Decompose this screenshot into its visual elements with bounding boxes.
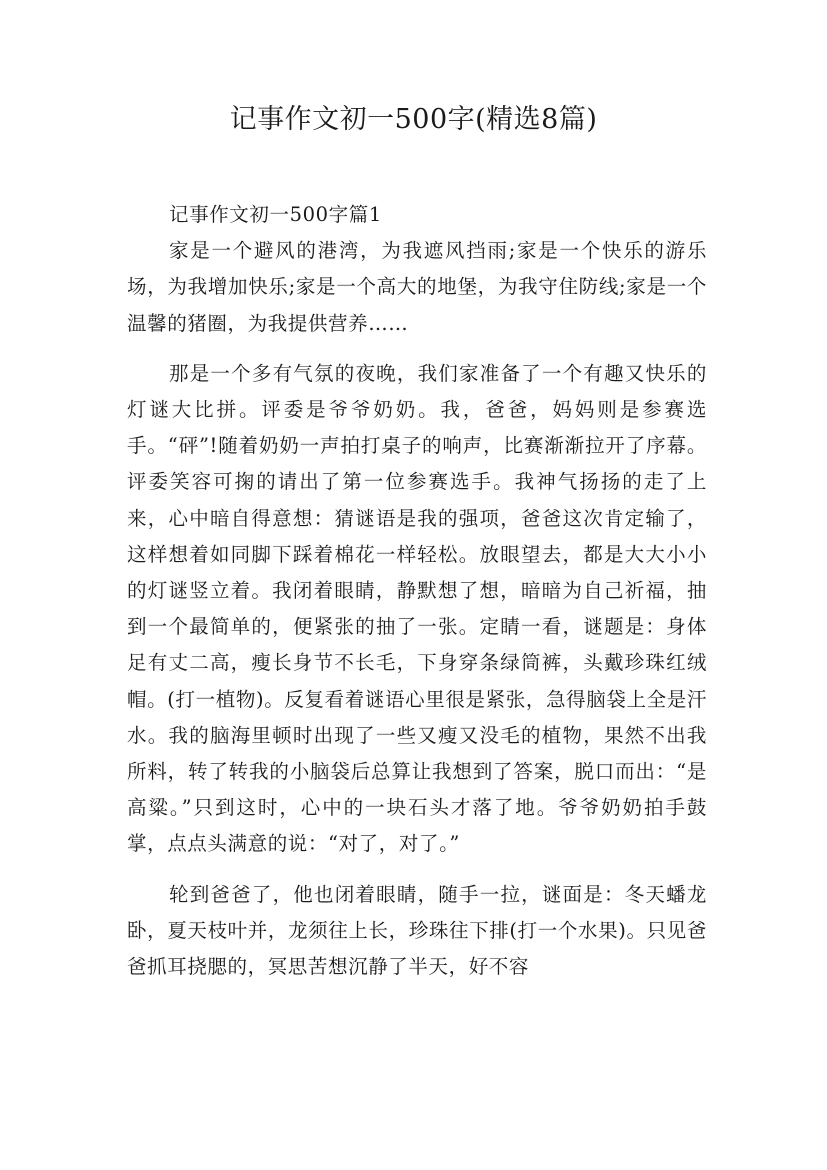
paragraph-3: 轮到爸爸了，他也闭着眼睛，随手一拉，谜面是：冬天蟠龙卧，夏天枝叶并，龙须往上长，珍珠往下排(打一个水果)。只见爸爸抓耳挠腮的，冥思苦想沉静了半天，好不容 <box>127 882 707 979</box>
document-title: 记事作文初一500字(精选8篇) <box>229 104 598 135</box>
paragraph-1: 家是一个避风的港湾，为我遮风挡雨;家是一个快乐的游乐场，为我增加快乐;家是一个高大的地堡，为我守住防线;家是一个温馨的猪圈，为我提供营养…… <box>127 239 707 335</box>
document-body <box>127 197 707 985</box>
section-heading: 记事作文初一500字篇1 <box>169 203 382 226</box>
paragraph-2: 那是一个多有气氛的夜晚，我们家准备了一个有趣又快乐的灯谜大比拼。评委是爷爷奶奶。我，爸爸，妈妈则是参赛选手。“砰”!随着奶奶一声拍打桌子的响声，比赛渐渐拉开了序幕。评委笑容可掬的请出了第一位参赛选手。我神气扬扬的走了上来，心中暗自得意想：猜谜语是我的强项，爸爸这次肯定输了，这样想着如同脚下踩着棉花一样轻松。放眼望去，都是大大小小的灯谜竖立着。我闭着眼睛，静默想了想，暗暗为自己祈福，抽到一个最简单的，便紧张的抽了一张。定睛一看，谜题是：身体足有丈二高，瘦长身节不长毛，下身穿条绿筒裤，头戴珍珠红绒帽。(打一植物)。反复看着谜语心里很是紧张，急得脑袋上全是汗水。我的脑海里顿时出现了一些又瘦又没毛的植物，果然不出我所料，转了转我的小脑袋后总算让我想到了答案，脱口而出：“是高粱。”只到这时，心中的一块石头才落了地。爷爷奶奶拍手鼓掌，点点头满意的说：“对了，对了。” <box>127 361 707 856</box>
